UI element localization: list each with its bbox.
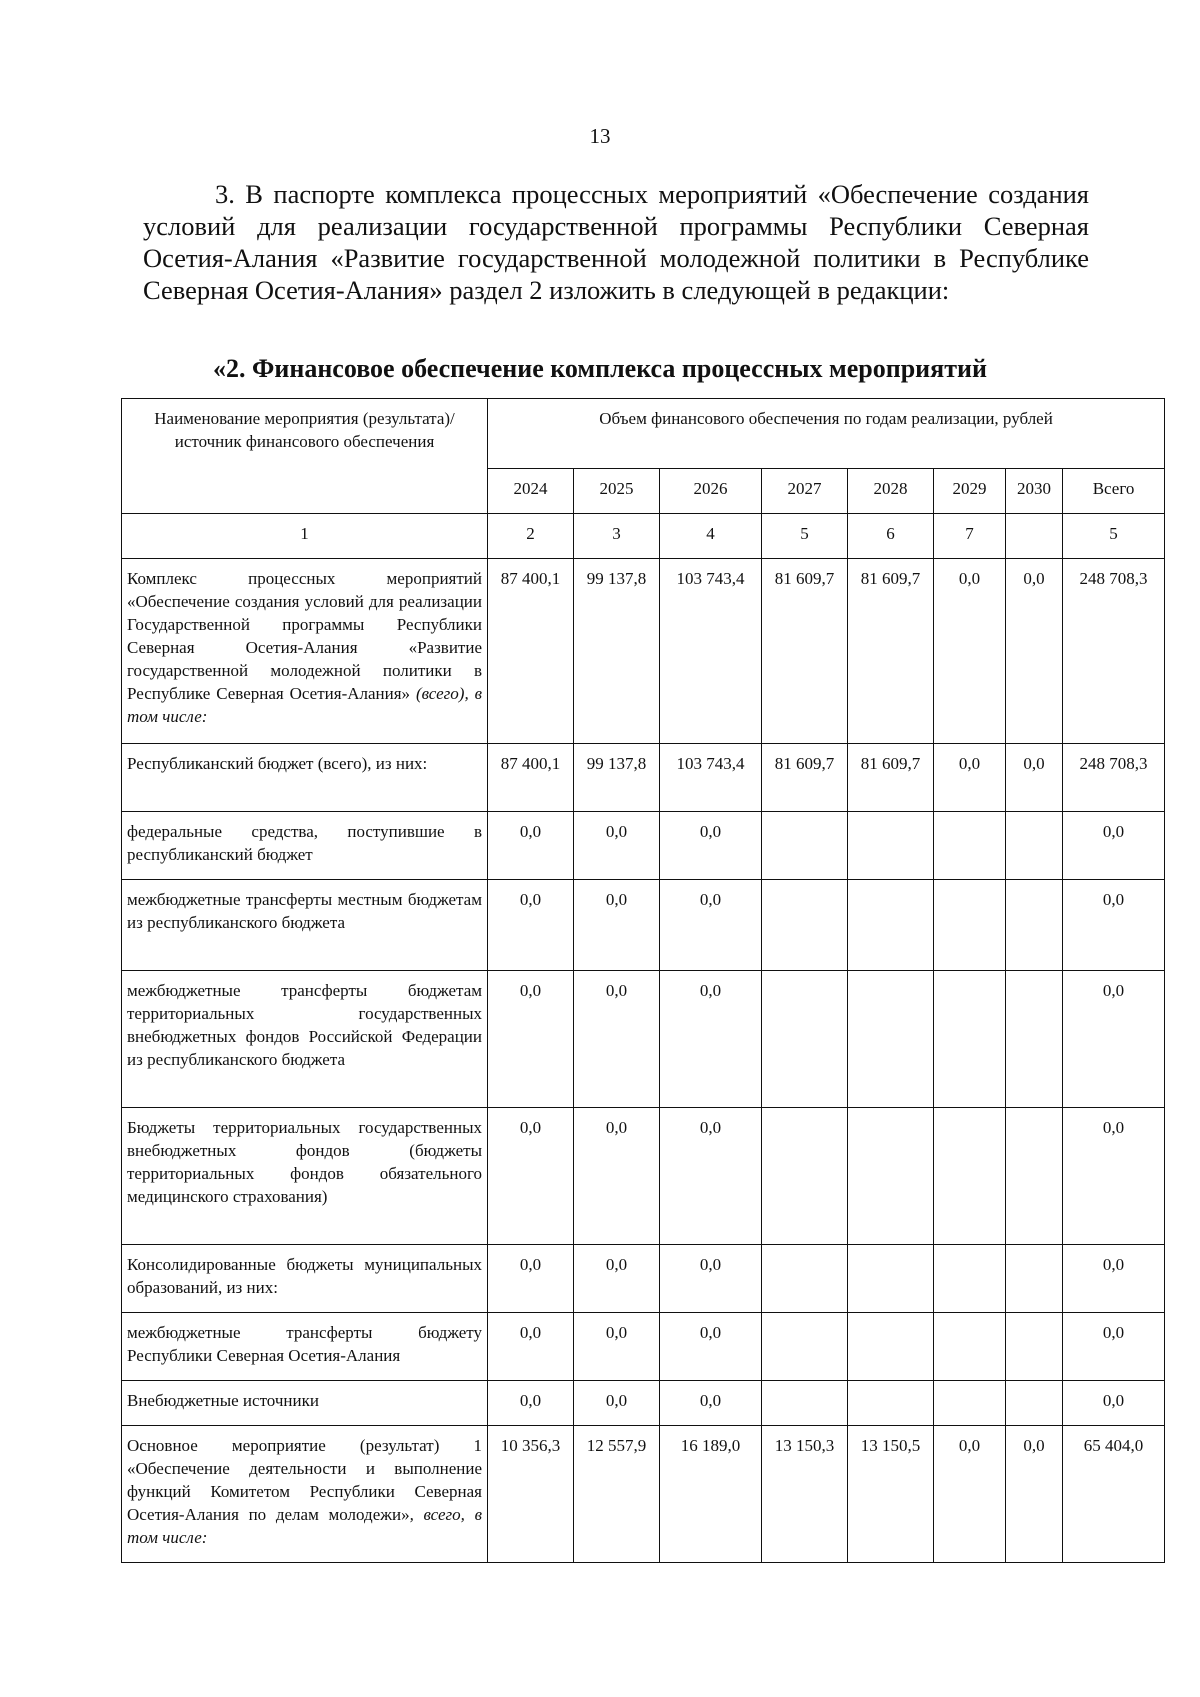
value-cell bbox=[762, 880, 848, 971]
row-name-cell bbox=[122, 1381, 488, 1426]
row-name: федеральные средства, поступившие в республиканский бюджет bbox=[127, 822, 482, 864]
value-cell: 0,0 bbox=[488, 971, 574, 1108]
value-cell bbox=[762, 1245, 848, 1313]
column-index-row bbox=[122, 514, 1165, 559]
value-cell: 0,0 bbox=[660, 1108, 762, 1245]
index-cell: 1 bbox=[122, 514, 488, 559]
total-cell: 0,0 bbox=[1063, 812, 1165, 880]
total-cell: 0,0 bbox=[1063, 1108, 1165, 1245]
value-cell: 0,0 bbox=[488, 1313, 574, 1381]
year-header: 2025 bbox=[574, 469, 660, 514]
row-name: Бюджеты территориальных государственных внебюджетных фондов (бюджеты территориальных фондов обязательного медицинского страхования) bbox=[127, 1118, 482, 1206]
value-cell bbox=[1006, 1313, 1063, 1381]
row-name-cell bbox=[122, 812, 488, 880]
row-name: Внебюджетные источники bbox=[127, 1391, 319, 1410]
value-cell bbox=[1006, 1108, 1063, 1245]
value-cell bbox=[934, 1313, 1006, 1381]
index-cell: 7 bbox=[934, 514, 1006, 559]
row-name-cell bbox=[122, 1313, 488, 1381]
value-cell: 0,0 bbox=[660, 880, 762, 971]
index-cell bbox=[1006, 514, 1063, 559]
volume-column-header: Объем финансового обеспечения по годам реализации, рублей bbox=[488, 399, 1165, 469]
row-name-cell bbox=[122, 880, 488, 971]
value-cell: 81 609,7 bbox=[848, 744, 934, 812]
value-cell: 81 609,7 bbox=[848, 559, 934, 744]
value-cell bbox=[762, 1313, 848, 1381]
value-cell: 0,0 bbox=[488, 880, 574, 971]
table-row bbox=[122, 744, 1165, 812]
value-cell bbox=[848, 1313, 934, 1381]
value-cell bbox=[934, 1245, 1006, 1313]
value-cell: 13 150,5 bbox=[848, 1426, 934, 1563]
value-cell: 0,0 bbox=[660, 1381, 762, 1426]
index-cell: 3 bbox=[574, 514, 660, 559]
total-cell: 248 708,3 bbox=[1063, 559, 1165, 744]
value-cell bbox=[848, 1108, 934, 1245]
table-row bbox=[122, 1108, 1165, 1245]
value-cell: 0,0 bbox=[660, 1313, 762, 1381]
value-cell: 0,0 bbox=[660, 812, 762, 880]
table-row bbox=[122, 1426, 1165, 1563]
index-cell: 5 bbox=[762, 514, 848, 559]
table-row bbox=[122, 559, 1165, 744]
value-cell: 0,0 bbox=[574, 971, 660, 1108]
row-name-cell bbox=[122, 1245, 488, 1313]
value-cell: 81 609,7 bbox=[762, 559, 848, 744]
row-name-cell bbox=[122, 744, 488, 812]
value-cell: 0,0 bbox=[488, 1245, 574, 1313]
table-row bbox=[122, 971, 1165, 1108]
year-header: 2024 bbox=[488, 469, 574, 514]
table-row bbox=[122, 1313, 1165, 1381]
year-header: 2027 bbox=[762, 469, 848, 514]
value-cell: 87 400,1 bbox=[488, 559, 574, 744]
index-cell: 5 bbox=[1063, 514, 1165, 559]
value-cell bbox=[934, 1108, 1006, 1245]
value-cell: 99 137,8 bbox=[574, 559, 660, 744]
value-cell bbox=[1006, 1245, 1063, 1313]
value-cell: 10 356,3 bbox=[488, 1426, 574, 1563]
table-row bbox=[122, 880, 1165, 971]
year-header: 2026 bbox=[660, 469, 762, 514]
value-cell bbox=[934, 812, 1006, 880]
total-cell: 0,0 bbox=[1063, 971, 1165, 1108]
row-name-cell bbox=[122, 1426, 488, 1563]
row-name-cell bbox=[122, 1108, 488, 1245]
page-number: 13 bbox=[589, 124, 611, 148]
row-name-suffix: (всего), в том числе: bbox=[127, 684, 482, 726]
row-name: межбюджетные трансферты местным бюджетам из республиканского бюджета bbox=[127, 890, 482, 932]
value-cell bbox=[848, 971, 934, 1108]
index-cell: 4 bbox=[660, 514, 762, 559]
value-cell: 13 150,3 bbox=[762, 1426, 848, 1563]
value-cell bbox=[848, 1245, 934, 1313]
value-cell: 103 743,4 bbox=[660, 744, 762, 812]
row-name-cell bbox=[122, 971, 488, 1108]
value-cell bbox=[762, 971, 848, 1108]
index-cell: 6 bbox=[848, 514, 934, 559]
row-name: Комплекс процессных мероприятий «Обеспечение создания условий для реализации Государственной программы Республики Северная Осетия-Алания «Развитие государственной молодежной политики в Республике Северная Осетия-Алания» bbox=[127, 569, 482, 703]
value-cell: 0,0 bbox=[488, 812, 574, 880]
row-name: Основное мероприятие (результат) 1 «Обеспечение деятельности и выполнение функций Комитетом Республики Северная Осетия-Алания по делам молодежи» bbox=[127, 1436, 482, 1524]
value-cell bbox=[1006, 880, 1063, 971]
value-cell: 99 137,8 bbox=[574, 744, 660, 812]
value-cell: 0,0 bbox=[934, 744, 1006, 812]
table-row bbox=[122, 812, 1165, 880]
value-cell: 0,0 bbox=[574, 1381, 660, 1426]
row-name: Консолидированные бюджеты муниципальных образований, из них: bbox=[127, 1255, 482, 1297]
value-cell bbox=[848, 812, 934, 880]
row-name: Республиканский бюджет (всего), из них: bbox=[127, 754, 428, 773]
row-name-cell bbox=[122, 559, 488, 744]
value-cell: 0,0 bbox=[574, 880, 660, 971]
value-cell bbox=[1006, 812, 1063, 880]
value-cell bbox=[848, 1381, 934, 1426]
value-cell: 0,0 bbox=[574, 1313, 660, 1381]
value-cell: 0,0 bbox=[574, 1245, 660, 1313]
total-cell: 0,0 bbox=[1063, 1245, 1165, 1313]
index-cell: 2 bbox=[488, 514, 574, 559]
value-cell bbox=[1006, 1381, 1063, 1426]
value-cell: 0,0 bbox=[488, 1108, 574, 1245]
value-cell: 0,0 bbox=[488, 1381, 574, 1426]
row-name-suffix: , всего, в том числе: bbox=[127, 1505, 482, 1547]
total-cell: 65 404,0 bbox=[1063, 1426, 1165, 1563]
value-cell: 81 609,7 bbox=[762, 744, 848, 812]
financing-table bbox=[121, 398, 1165, 1563]
year-header: 2029 bbox=[934, 469, 1006, 514]
value-cell: 0,0 bbox=[574, 812, 660, 880]
total-cell: 0,0 bbox=[1063, 1381, 1165, 1426]
value-cell: 0,0 bbox=[574, 1108, 660, 1245]
value-cell: 0,0 bbox=[1006, 744, 1063, 812]
total-cell: 248 708,3 bbox=[1063, 744, 1165, 812]
value-cell: 0,0 bbox=[934, 1426, 1006, 1563]
value-cell: 103 743,4 bbox=[660, 559, 762, 744]
table-row bbox=[122, 1245, 1165, 1313]
section-title: «2. Финансовое обеспечение комплекса процессных мероприятий bbox=[213, 354, 987, 383]
value-cell: 0,0 bbox=[660, 1245, 762, 1313]
total-cell: 0,0 bbox=[1063, 880, 1165, 971]
value-cell: 87 400,1 bbox=[488, 744, 574, 812]
value-cell: 0,0 bbox=[660, 971, 762, 1108]
value-cell bbox=[762, 1108, 848, 1245]
row-name: межбюджетные трансферты бюджетам территориальных государственных внебюджетных фондов Российской Федерации из республиканского бюджета bbox=[127, 981, 482, 1069]
intro-paragraph: 3. В паспорте комплекса процессных мероприятий «Обеспечение создания условий для реализации государственной программы Республики Северная Осетия-Алания «Развитие государственной молодежной политики в Республике Северная Осетия-Алания» раздел 2 изложить в следующей в редакции: bbox=[143, 179, 1089, 305]
value-cell bbox=[762, 1381, 848, 1426]
table-row bbox=[122, 1381, 1165, 1426]
value-cell: 0,0 bbox=[1006, 559, 1063, 744]
value-cell: 16 189,0 bbox=[660, 1426, 762, 1563]
value-cell bbox=[934, 880, 1006, 971]
total-cell: 0,0 bbox=[1063, 1313, 1165, 1381]
year-header: 2030 bbox=[1006, 469, 1063, 514]
total-header: Всего bbox=[1063, 469, 1165, 514]
value-cell: 12 557,9 bbox=[574, 1426, 660, 1563]
name-column-header: Наименование мероприятия (результата)/источник финансового обеспечения bbox=[122, 399, 488, 514]
value-cell: 0,0 bbox=[1006, 1426, 1063, 1563]
value-cell: 0,0 bbox=[934, 559, 1006, 744]
value-cell bbox=[848, 880, 934, 971]
value-cell bbox=[934, 971, 1006, 1108]
value-cell bbox=[1006, 971, 1063, 1108]
value-cell bbox=[762, 812, 848, 880]
value-cell bbox=[934, 1381, 1006, 1426]
row-name: межбюджетные трансферты бюджету Республики Северная Осетия-Алания bbox=[127, 1323, 482, 1365]
year-header: 2028 bbox=[848, 469, 934, 514]
